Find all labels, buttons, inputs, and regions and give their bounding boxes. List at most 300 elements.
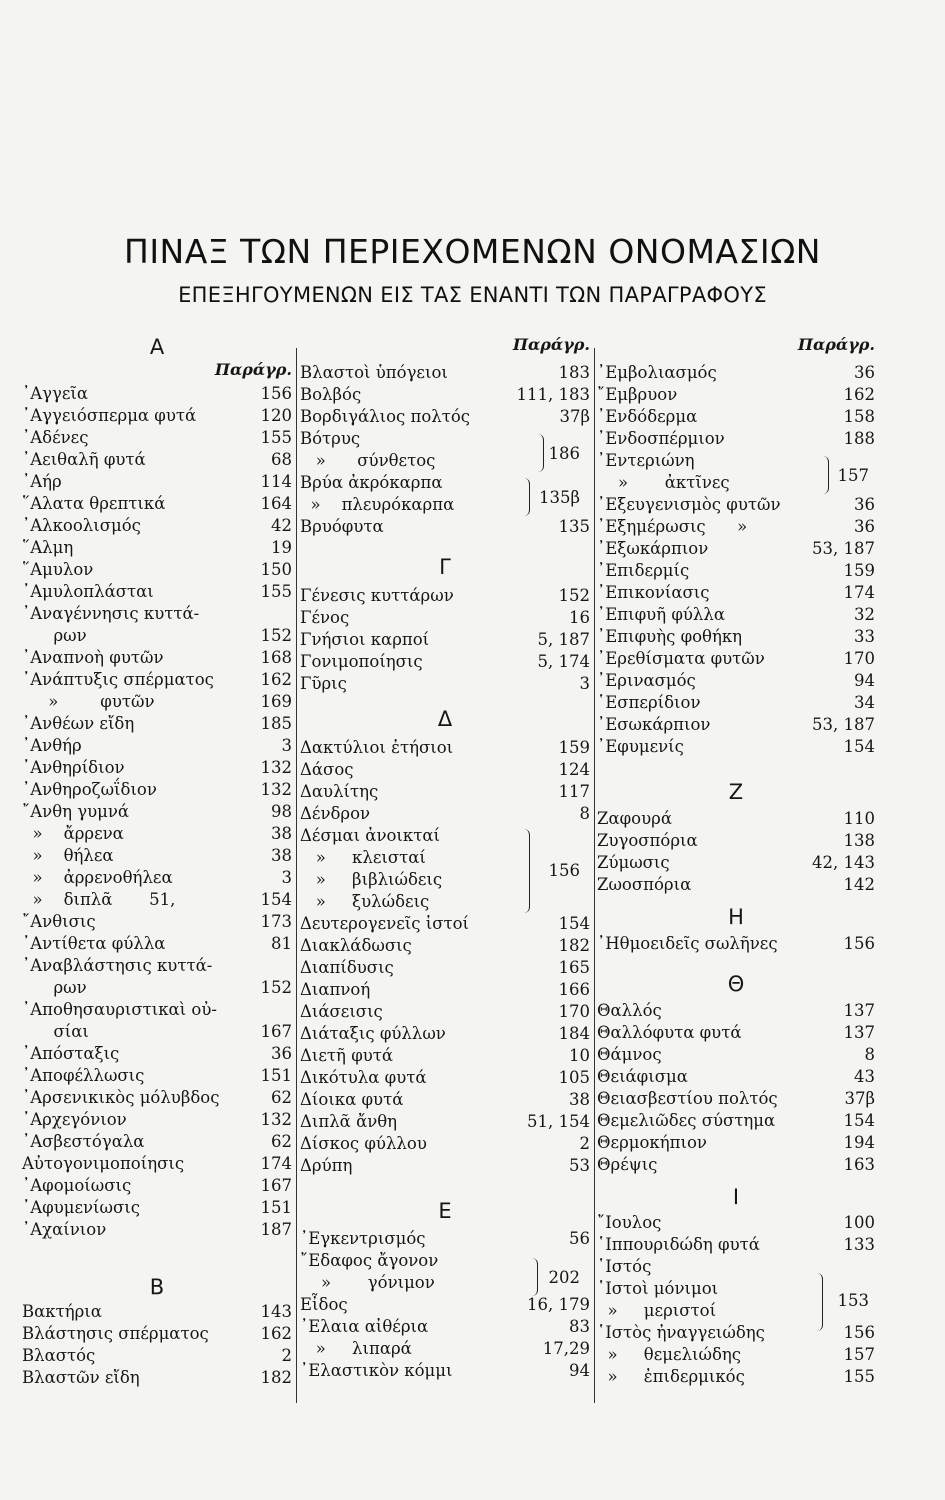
brace-mark (531, 1258, 538, 1296)
entry-term: Γνήσιοι καρποί (300, 630, 430, 649)
entry-paragraph: 162 (260, 1324, 292, 1343)
index-entry (300, 1001, 590, 1023)
entry-term: ᾿Ασβεστόγαλα (22, 1132, 145, 1151)
entry-term: Θερμοκήπιον (597, 1133, 707, 1152)
index-entry (597, 874, 875, 896)
index-entry (597, 648, 875, 670)
entry-paragraph: 184 (558, 1024, 590, 1043)
entry-paragraph: 114 (260, 472, 292, 491)
entry-term: ᾿Αχαίνιον (22, 1220, 107, 1239)
entry-term: ᾿Αναπνοὴ φυτῶν (22, 648, 164, 667)
entry-paragraph: 81 (271, 934, 292, 953)
index-entry (22, 603, 292, 625)
index-entry (300, 825, 590, 847)
index-entry (300, 450, 590, 472)
index-entry (22, 757, 292, 779)
index-entry (597, 472, 875, 494)
entry-term: ᾿Εγκεντρισμός (300, 1229, 426, 1248)
entry-term: Βλαστός (22, 1346, 96, 1365)
entry-term: ῞Αλμη (22, 538, 74, 557)
entry-term: ᾿Αποφέλλωσις (22, 1066, 145, 1085)
entry-term: ρων (22, 626, 87, 645)
entry-term: Δρύπη (300, 1156, 353, 1175)
entry-term: ᾿Αντίθετα φύλλα (22, 934, 166, 953)
entry-paragraph: 182 (260, 1368, 292, 1387)
entry-term: » κλεισταί (300, 848, 426, 867)
entry-term: Ζωοσπόρια (597, 875, 692, 894)
index-entry (597, 362, 875, 384)
entry-paragraph: 94 (569, 1361, 590, 1380)
entry-term: ᾿Ηθμοειδεῖς σωλῆνες (597, 934, 778, 953)
column-divider (296, 348, 297, 1403)
entry-term: ῎Εδαφος ἄγονον (300, 1251, 439, 1270)
entry-term: ῞Αλατα θρεπτικά (22, 494, 166, 513)
page-title: ΠΙΝΑΞ ΤΩΝ ΠΕΡΙΕΧΟΜΕΝΩΝ ΟΝΟΜΑΣΙΩΝ (124, 232, 821, 271)
index-entry (597, 406, 875, 428)
entry-paragraph: 19 (271, 538, 292, 557)
index-entry (597, 830, 875, 852)
entry-paragraph: 164 (260, 494, 292, 513)
section-letter-gamma: Γ (439, 555, 451, 579)
index-entry (22, 1175, 292, 1197)
entry-paragraph: 133 (843, 1235, 875, 1254)
entry-term: ῾Ιστὸς ἠναγγειώδης (597, 1323, 765, 1342)
entry-term: ᾿Επιφυὴς φοθήκη (597, 627, 743, 646)
brace-mark (822, 456, 829, 494)
index-entry (300, 1250, 590, 1272)
entry-paragraph: 152 (558, 586, 590, 605)
brace-mark (523, 829, 530, 913)
entry-paragraph: 157 (843, 1345, 875, 1364)
index-entry (300, 406, 590, 428)
entry-paragraph: 137 (843, 1001, 875, 1020)
entry-paragraph: 38 (271, 846, 292, 865)
entry-term: ᾿Εντεριώνη (597, 451, 695, 470)
entry-term: Θειασβεστίου πολτός (597, 1089, 778, 1108)
entry-term: ῞Αμυλον (22, 560, 94, 579)
entry-term: ᾿Αρχεγόνιον (22, 1110, 127, 1129)
entry-term: Διάσεισις (300, 1002, 383, 1021)
index-entry (22, 1131, 292, 1153)
entry-term: Θάμνος (597, 1045, 662, 1064)
entry-term: ῎Ανθισις (22, 912, 96, 931)
entry-term: Βρύα ἀκρόκαρπα (300, 473, 443, 492)
entry-paragraph: 32 (854, 605, 875, 624)
index-entry (300, 803, 590, 825)
index-entry (22, 1043, 292, 1065)
index-entry (300, 1089, 590, 1111)
index-entry (22, 405, 292, 427)
entry-term: Διαπνοή (300, 980, 371, 999)
index-entry (22, 999, 292, 1021)
entry-term: Θρέψις (597, 1155, 658, 1174)
index-entry (597, 516, 875, 538)
entry-paragraph: 38 (569, 1090, 590, 1109)
entry-term: ᾿Αναγέννησις κυττά- (22, 604, 200, 623)
entry-term: Αὐτογονιμοποίησις (22, 1154, 185, 1173)
entry-term: ᾿Εξημέρωσις » (597, 517, 748, 536)
entry-paragraph: 100 (843, 1213, 875, 1232)
entry-paragraph: 151 (260, 1198, 292, 1217)
entry-paragraph: 36 (854, 363, 875, 382)
index-entry (300, 781, 590, 803)
section-letter-theta: Θ (727, 972, 745, 996)
index-entry (22, 471, 292, 493)
index-entry (300, 362, 590, 384)
entry-term: Δίοικα φυτά (300, 1090, 404, 1109)
index-entry (300, 1023, 590, 1045)
entry-paragraph: 37β (559, 407, 590, 426)
index-entry (22, 537, 292, 559)
entry-term: Διαπίδυσις (300, 958, 394, 977)
index-entry (597, 852, 875, 874)
entry-paragraph: 105 (558, 1068, 590, 1087)
index-entry (22, 823, 292, 845)
entry-paragraph: 53, 187 (812, 539, 875, 558)
index-entry (300, 1360, 590, 1382)
index-entry (597, 1132, 875, 1154)
index-entry (300, 384, 590, 406)
brace-number: 202 (548, 1268, 580, 1287)
index-entry (22, 1323, 292, 1345)
index-entry (22, 867, 292, 889)
index-entry (300, 1228, 590, 1250)
index-entry (22, 1065, 292, 1087)
entry-term: Βλάστησις σπέρματος (22, 1324, 209, 1343)
entry-term: ᾿Ανθήρ (22, 736, 82, 755)
entry-term: Βλαστῶν εἴδη (22, 1368, 140, 1387)
index-entry (597, 714, 875, 736)
entry-term: ᾿Επιδερμίς (597, 561, 690, 580)
entry-paragraph: 162 (260, 670, 292, 689)
index-entry (300, 1067, 590, 1089)
index-entry (597, 1300, 875, 1322)
brace-mark (523, 478, 530, 516)
brace-number: 156 (548, 861, 580, 880)
index-entry (597, 1344, 875, 1366)
entry-paragraph: 154 (558, 914, 590, 933)
index-entry (22, 581, 292, 603)
index-entry (300, 428, 590, 450)
index-entry (300, 759, 590, 781)
entry-paragraph: 83 (569, 1317, 590, 1336)
index-entry (597, 582, 875, 604)
entry-paragraph: 132 (260, 758, 292, 777)
index-entry (22, 779, 292, 801)
entry-term: Βορδιγάλιος πολτός (300, 407, 471, 426)
entry-paragraph: 174 (843, 583, 875, 602)
entry-paragraph: 2 (579, 1134, 590, 1153)
index-entry (597, 1066, 875, 1088)
entry-paragraph: 42 (271, 516, 292, 535)
entry-paragraph: 37β (844, 1089, 875, 1108)
entry-paragraph: 132 (260, 1110, 292, 1129)
index-entry (300, 1272, 590, 1294)
entry-term: Βλαστοὶ ὑπόγειοι (300, 363, 448, 382)
entry-term: ᾿Αδένες (22, 428, 89, 447)
index-entry (22, 669, 292, 691)
index-entry (300, 1338, 590, 1360)
index-entry (22, 955, 292, 977)
entry-term: σίαι (22, 1022, 89, 1041)
paragraph-header: Παράγρ. (214, 360, 292, 379)
entry-paragraph: 117 (558, 782, 590, 801)
entry-term: » ἀκτῖνες (597, 473, 730, 492)
entry-term: ᾿Αμυλοπλάσται (22, 582, 154, 601)
entry-paragraph: 183 (558, 363, 590, 382)
entry-paragraph: 16 (569, 608, 590, 627)
entry-term: ῎Εμβρυον (597, 385, 678, 404)
entry-term: Βολβός (300, 385, 362, 404)
entry-term: ᾿Εμβολιασμός (597, 363, 717, 382)
index-entry (300, 891, 590, 913)
section-letter-eta: Η (728, 905, 744, 929)
entry-paragraph: 43 (854, 1067, 875, 1086)
entry-paragraph: 173 (260, 912, 292, 931)
entry-term: Δίσκος φύλλου (300, 1134, 427, 1153)
index-entry (22, 691, 292, 713)
entry-paragraph: 156 (260, 384, 292, 403)
index-entry (597, 450, 875, 472)
entry-paragraph: 174 (260, 1154, 292, 1173)
index-entry (22, 845, 292, 867)
entry-term: ᾿Ανθηρίδιον (22, 758, 125, 777)
entry-term: » φυτῶν (22, 692, 155, 711)
section-letter-alpha: Α (149, 335, 165, 359)
index-entry (597, 1278, 875, 1300)
entry-term: Διπλᾶ ἄνθη (300, 1112, 398, 1131)
entry-term: ῾Ιππουριδώδη φυτά (597, 1235, 760, 1254)
entry-term: Ζύμωσις (597, 853, 670, 872)
index-entry (597, 1088, 875, 1110)
entry-paragraph: 42, 143 (812, 853, 875, 872)
entry-paragraph: 110 (843, 809, 875, 828)
entry-paragraph: 170 (843, 649, 875, 668)
index-entry (597, 1366, 875, 1388)
entry-term: ᾿Ενδόδερμα (597, 407, 698, 426)
entry-paragraph: 152 (260, 978, 292, 997)
entry-paragraph: 142 (843, 875, 875, 894)
entry-term: ᾿Ελαια αἰθέρια (300, 1317, 429, 1336)
entry-term: ᾿Ερεθίσματα φυτῶν (597, 649, 765, 668)
brace-mark (537, 434, 544, 472)
entry-paragraph: 194 (843, 1133, 875, 1152)
section-letter-epsilon: Ε (438, 1199, 452, 1223)
entry-paragraph: 138 (843, 831, 875, 850)
index-entry (300, 607, 590, 629)
entry-paragraph: 165 (558, 958, 590, 977)
entry-term: Διετῆ φυτά (300, 1046, 394, 1065)
entry-term: Δευτερογενεῖς ἱστοί (300, 914, 470, 933)
page-subtitle: ΕΠΕΞΗΓΟΥΜΕΝΩΝ ΕΙΣ ΤΑΣ ΕΝΑΝΤΙ ΤΩΝ ΠΑΡΑΓΡΑΦΟΥΣ (178, 283, 767, 307)
entry-paragraph: 2 (281, 1346, 292, 1365)
entry-paragraph: 155 (260, 582, 292, 601)
entry-term: Δικότυλα φυτά (300, 1068, 427, 1087)
entry-term: Δένδρον (300, 804, 371, 823)
entry-term: ᾿Αναβλάστησις κυττά- (22, 956, 213, 975)
index-entry (597, 1110, 875, 1132)
entry-paragraph: 53, 187 (812, 715, 875, 734)
entry-paragraph: 154 (260, 890, 292, 909)
entry-term: ᾿Αρσενικικὸς μόλυβδος (22, 1088, 220, 1107)
entry-paragraph: 10 (569, 1046, 590, 1065)
entry-paragraph: 158 (843, 407, 875, 426)
index-entry (300, 1045, 590, 1067)
section-letter-beta: Β (149, 1275, 165, 1299)
index-entry (597, 1212, 875, 1234)
index-entry (597, 808, 875, 830)
entry-term: Θειάφισμα (597, 1067, 688, 1086)
entry-paragraph: 154 (843, 737, 875, 756)
index-entry (22, 933, 292, 955)
index-entry (22, 801, 292, 823)
entry-paragraph: 169 (260, 692, 292, 711)
index-entry (22, 625, 292, 647)
entry-term: ᾿Επιφυῆ φύλλα (597, 605, 725, 624)
entry-term: ᾿Ανάπτυξις σπέρματος (22, 670, 214, 689)
index-entry (22, 1367, 292, 1389)
index-entry (300, 1111, 590, 1133)
entry-paragraph: 62 (271, 1088, 292, 1107)
index-entry (597, 692, 875, 714)
entry-paragraph: 168 (260, 648, 292, 667)
entry-term: Θαλλόφυτα φυτά (597, 1023, 742, 1042)
entry-paragraph: 5, 174 (537, 652, 590, 671)
entry-paragraph: 16, 179 (527, 1295, 590, 1314)
entry-paragraph: 51, 154 (527, 1112, 590, 1131)
index-entry (300, 979, 590, 1001)
entry-term: ρων (22, 978, 87, 997)
entry-term: » ἀρρενοθήλεα (22, 868, 173, 887)
entry-paragraph: 162 (843, 385, 875, 404)
entry-term: ᾿Αήρ (22, 472, 62, 491)
entry-paragraph: 135 (558, 517, 590, 536)
index-column-2 (300, 335, 590, 1415)
index-entry (300, 673, 590, 695)
entry-paragraph: 155 (260, 428, 292, 447)
entry-term: ᾿Αειθαλῆ φυτά (22, 450, 146, 469)
entry-paragraph: 111, 183 (516, 385, 590, 404)
entry-term: ῎Ανθη γυμνά (22, 802, 130, 821)
entry-paragraph: 166 (558, 980, 590, 999)
entry-term: Εἶδος (300, 1295, 348, 1314)
entry-term: » ἄρρενα (22, 824, 124, 843)
entry-paragraph: 182 (558, 936, 590, 955)
entry-term: » γόνιμον (300, 1273, 435, 1292)
entry-paragraph: 62 (271, 1132, 292, 1151)
index-entry (597, 428, 875, 450)
entry-term: ᾿Ελαστικὸν κόμμι (300, 1361, 453, 1380)
entry-paragraph: 150 (260, 560, 292, 579)
index-entry (22, 1301, 292, 1323)
entry-paragraph: 159 (843, 561, 875, 580)
entry-term: Γῦρις (300, 674, 347, 693)
entry-term: Διάταξις φύλλων (300, 1024, 446, 1043)
entry-term: Βρυόφυτα (300, 517, 384, 536)
entry-paragraph: 167 (260, 1022, 292, 1041)
index-entry (597, 626, 875, 648)
entry-paragraph: 188 (843, 429, 875, 448)
entry-paragraph: 36 (854, 517, 875, 536)
entry-term: ᾿Αλκοολισμός (22, 516, 141, 535)
index-entry (22, 1087, 292, 1109)
entry-term: Γονιμοποίησις (300, 652, 423, 671)
entry-term: ᾿Εξωκάρπιον (597, 539, 709, 558)
entry-paragraph: 167 (260, 1176, 292, 1195)
entry-term: Βακτήρια (22, 1302, 102, 1321)
index-entry (22, 559, 292, 581)
index-entry (300, 847, 590, 869)
index-entry (22, 1021, 292, 1043)
entry-term: Βότρυς (300, 429, 361, 448)
index-entry (597, 494, 875, 516)
entry-paragraph: 36 (271, 1044, 292, 1063)
section-letter-iota: Ι (732, 1185, 740, 1209)
entry-term: » βιβλιώδεις (300, 870, 443, 889)
entry-term: ᾿Αφυμενίωσις (22, 1198, 140, 1217)
entry-paragraph: 156 (843, 934, 875, 953)
entry-term: » ἐπιδερμικός (597, 1367, 745, 1386)
entry-term: ᾿Αγγειόσπερμα φυτά (22, 406, 197, 425)
paragraph-header: Παράγρ. (797, 335, 875, 354)
entry-paragraph: 154 (843, 1111, 875, 1130)
index-entry (22, 1197, 292, 1219)
entry-paragraph: 68 (271, 450, 292, 469)
entry-term: » λιπαρά (300, 1339, 412, 1358)
entry-term: » θεμελιώδης (597, 1345, 742, 1364)
paragraph-header: Παράγρ. (512, 335, 590, 354)
entry-paragraph: 53 (569, 1156, 590, 1175)
entry-term: Γένος (300, 608, 350, 627)
index-entry (300, 651, 590, 673)
index-entry (597, 1022, 875, 1044)
entry-paragraph: 143 (260, 1302, 292, 1321)
entry-paragraph: 152 (260, 626, 292, 645)
index-entry (597, 670, 875, 692)
entry-paragraph: 3 (281, 868, 292, 887)
index-entry (300, 1155, 590, 1177)
index-entry (597, 384, 875, 406)
entry-term: Θεμελιῶδες σύστημα (597, 1111, 776, 1130)
index-entry (597, 1044, 875, 1066)
entry-term: ᾿Εφυμενίς (597, 737, 684, 756)
entry-paragraph: 159 (558, 738, 590, 757)
entry-paragraph: 120 (260, 406, 292, 425)
entry-paragraph: 38 (271, 824, 292, 843)
brace-number: 153 (837, 1291, 869, 1310)
entry-term: » ξυλώδεις (300, 892, 430, 911)
entry-term: Γένεσις κυττάρων (300, 586, 454, 605)
index-entry (597, 1154, 875, 1176)
index-entry (300, 1294, 590, 1316)
entry-paragraph: 8 (579, 804, 590, 823)
index-entry (300, 516, 590, 538)
entry-term: » μεριστοί (597, 1301, 717, 1320)
entry-paragraph: 98 (271, 802, 292, 821)
entry-paragraph: 163 (843, 1155, 875, 1174)
index-entry (597, 1322, 875, 1344)
index-column-1 (22, 335, 292, 1415)
entry-paragraph: 132 (260, 780, 292, 799)
entry-term: ᾿Ερινασμός (597, 671, 696, 690)
index-entry (22, 713, 292, 735)
index-entry (22, 977, 292, 999)
index-entry (22, 1219, 292, 1241)
index-entry (22, 735, 292, 757)
index-column-3 (597, 335, 875, 1415)
index-entry (597, 560, 875, 582)
entry-term: ᾿Απόσταξις (22, 1044, 120, 1063)
